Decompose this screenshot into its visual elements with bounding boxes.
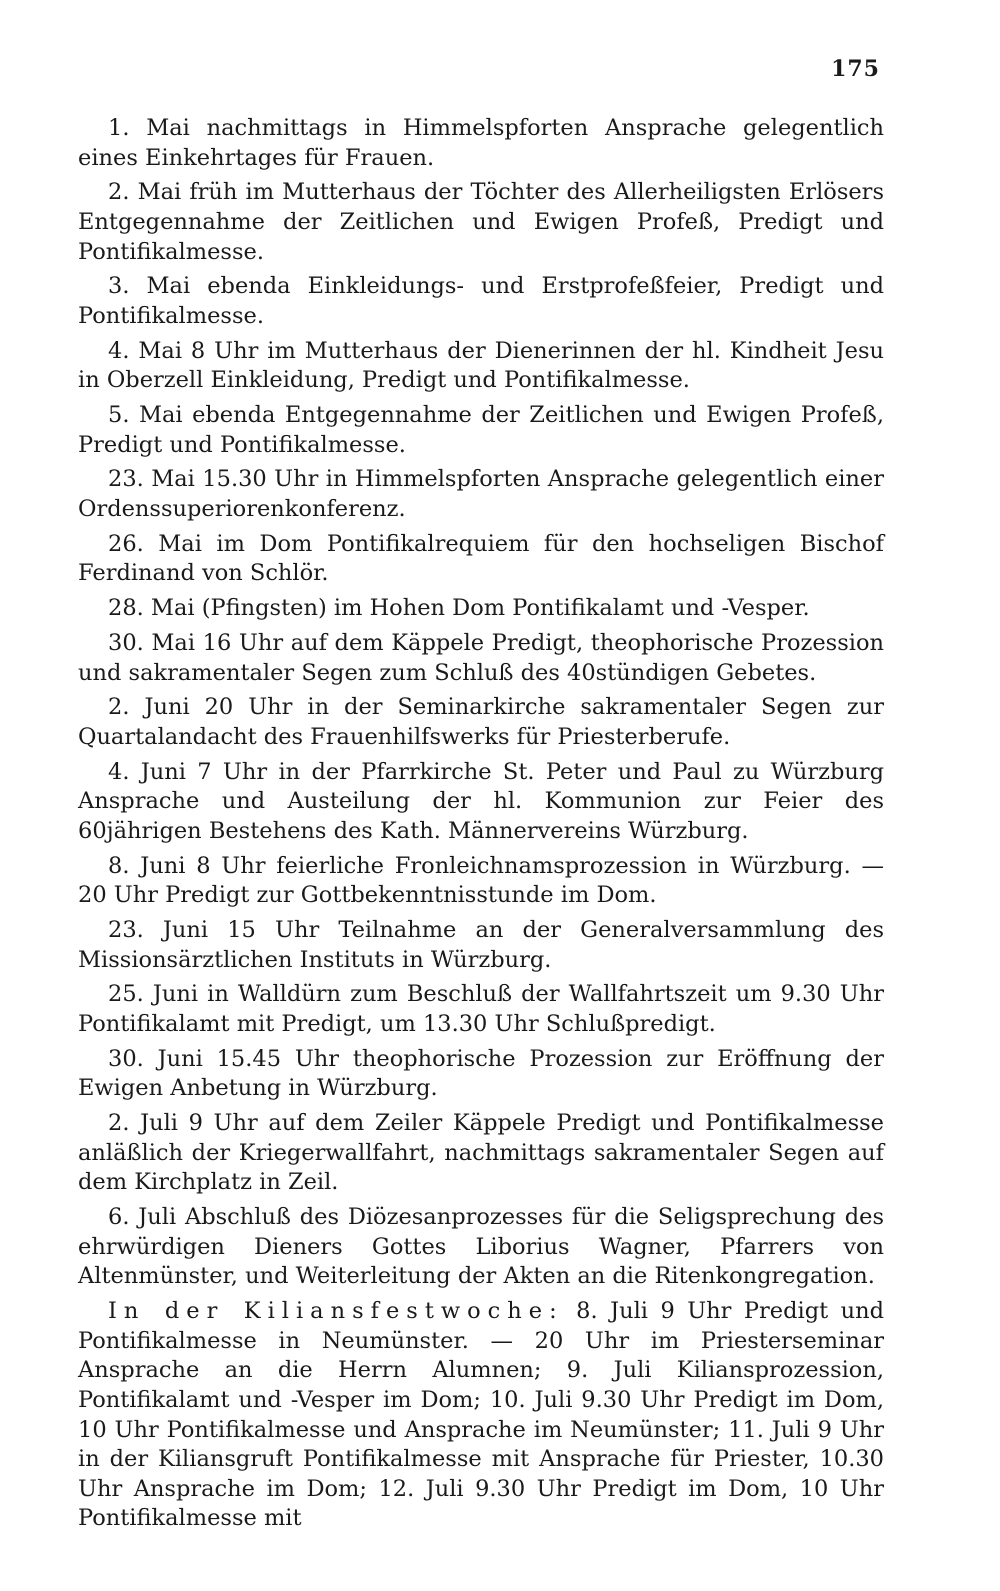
entry-may-28: 28. Mai (Pfingsten) im Hohen Dom Pontifikalamt und -Vesper. xyxy=(108,595,810,622)
entry-june-25: 25. Juni in Walldürn zum Beschluß der Wallfahrtszeit um 9.30 Uhr Pontifikalamt mit Predigt, um 13.30 Uhr Schlußpredigt. xyxy=(78,981,884,1038)
entry-may-1: 1. Mai nachmittags in Himmelspforten Ansprache gelegentlich eines Einkehrtages für Frauen. xyxy=(78,115,884,171)
entry-may-23: 23. Mai 15.30 Uhr in Himmelspforten Ansprache gelegentlich einer Ordenssuperiorenkonferenz. xyxy=(78,466,884,523)
text-block xyxy=(78,114,884,1539)
entry-july-6: 6. Juli Abschluß des Diözesanprozesses für die Seligsprechung des ehrwürdigen Dieners Gottes Liborius Wagner, Pfarrers von Altenmünster, und Weiterleitung der Akten an die Ritenkongregation. xyxy=(78,1204,884,1290)
entry-june-8: 8. Juni 8 Uhr feierliche Fronleichnamsprozession in Würzburg. — 20 Uhr Predigt zur Gottbekenntnisstunde im Dom. xyxy=(78,852,884,909)
festwoche-lead: In der Kiliansfestwoche: xyxy=(108,1298,564,1325)
entry-june-4: 4. Juni 7 Uhr in der Pfarrkirche St. Peter und Paul zu Würzburg Ansprache und Austeilung der hl. Kommunion zur Feier des 60jährigen Bestehens des Kath. Männervereins Würzburg. xyxy=(78,758,884,844)
entry-june-30: 30. Juni 15.45 Uhr theophorische Prozession zur Eröffnung der Ewigen Anbetung in Würzburg. xyxy=(78,1045,884,1102)
entry-may-5: 5. Mai ebenda Entgegennahme der Zeitlichen und Ewigen Profeß, Predigt und Pontifikalmesse. xyxy=(78,402,884,458)
entry-may-3: 3. Mai ebenda Einkleidungs- und Erstprofeßfeier, Predigt und Pontifikalmesse. xyxy=(78,273,884,329)
entry-june-23: 23. Juni 15 Uhr Teilnahme an der Generalversammlung des Missionsärztlichen Instituts in Würzburg. xyxy=(78,917,884,973)
entry-may-2: 2. Mai früh im Mutterhaus der Töchter des Allerheiligsten Erlösers Entgegennahme der Zeitlichen und Ewigen Profeß, Predigt und Pontifikalmesse. xyxy=(78,179,884,265)
entry-july-2: 2. Juli 9 Uhr auf dem Zeiler Käppele Predigt und Pontifikalmesse anläßlich der Kriegerwallfahrt, nachmittags sakramentaler Segen auf dem Kirchplatz in Zeil. xyxy=(78,1110,884,1196)
festwoche-text: 8. Juli 9 Uhr Predigt und Pontifikalmesse in Neumünster. — 20 Uhr im Priesterseminar Ansprache an die Herrn Alumnen; 9. Juli Kiliansprozession, Pontifikalamt und -Vesper im Dom; 10. Juli 9.30 Uhr Predigt im Dom, 10 Uhr Pontifikalmesse und Ansprache im Neumünster; 11. Juli 9 Uhr in der Kiliansgruft Pontifikalmesse mit Ansprache für Priester, 10.30 Uhr Ansprache im Dom; 12. Juli 9.30 Uhr Predigt im Dom, 10 Uhr Pontifikalmesse mit xyxy=(78,1298,885,1532)
entry-june-2: 2. Juni 20 Uhr in der Seminarkirche sakramentaler Segen zur Quartalandacht des Frauenhilfswerks für Priesterberufe. xyxy=(78,694,884,750)
entry-may-4: 4. Mai 8 Uhr im Mutterhaus der Dienerinnen der hl. Kindheit Jesu in Oberzell Einkleidung, Predigt und Pontifikalmesse. xyxy=(78,337,884,394)
page-number: 175 xyxy=(831,56,880,82)
entry-may-26: 26. Mai im Dom Pontifikalrequiem für den hochseligen Bischof Ferdinand von Schlör. xyxy=(78,530,884,587)
entry-kiliansfestwoche xyxy=(78,1297,884,1534)
entry-may-30: 30. Mai 16 Uhr auf dem Käppele Predigt, theophorische Prozession und sakramentaler Segen zum Schluß des 40stündigen Gebetes. xyxy=(78,630,884,686)
